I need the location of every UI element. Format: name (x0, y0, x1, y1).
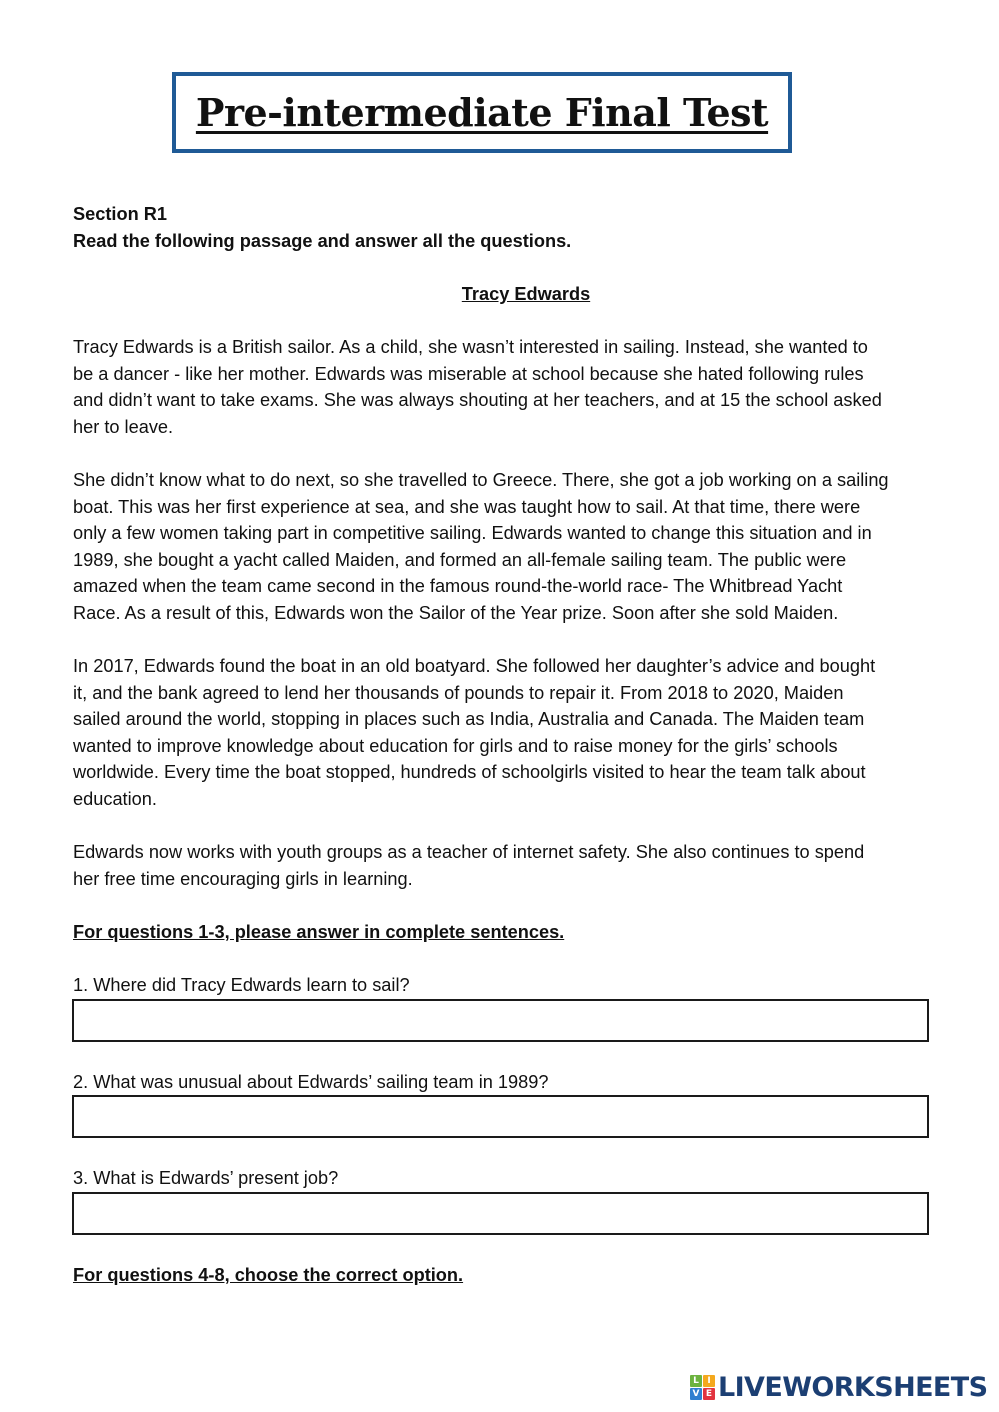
paragraph-line: boat. This was her first experience at sea, and she was taught how to sail. At that time, there were (73, 496, 861, 517)
liveworksheets-logo (690, 1372, 987, 1402)
paragraph-line: be a dancer - like her mother. Edwards was miserable at school because she hated following rules (73, 363, 864, 384)
logo-block-e: E (703, 1388, 715, 1400)
questions-1-3-heading: For questions 1-3, please answer in complete sentences. (73, 922, 565, 942)
question-3-label: 3. What is Edwards’ present job? (73, 1168, 339, 1188)
question-1-label: 1. Where did Tracy Edwards learn to sail? (73, 975, 410, 995)
section-instructions: Read the following passage and answer all the questions. (73, 231, 572, 251)
paragraph-line: She didn’t know what to do next, so she travelled to Greece. There, she got a job working on a sailing (73, 470, 889, 490)
passage-paragraph-2 (73, 467, 983, 626)
paragraph-line: education. (73, 788, 157, 809)
question-3-answer-input[interactable] (72, 1192, 929, 1235)
logo-wordmark: LIVEWORKSHEETS (718, 1371, 988, 1403)
paragraph-line: and didn’t want to take exams. She was always shouting at her teachers, and at 15 the school asked (73, 390, 882, 410)
passage-paragraph-3 (73, 653, 983, 812)
paragraph-line: her to leave. (73, 416, 174, 437)
paragraph-line: Edwards now works with youth groups as a teacher of internet safety. She also continues to spend (73, 842, 865, 862)
questions-4-8-heading: For questions 4-8, choose the correct option. (73, 1265, 464, 1285)
page-title: Pre-intermediate Final Test (195, 90, 769, 135)
live-blocks-icon (690, 1375, 715, 1400)
title-box (172, 72, 792, 153)
passage-paragraph-1 (73, 334, 983, 440)
logo-block-i: I (703, 1375, 715, 1387)
paragraph-line: it, and the bank agreed to lend her thousands of pounds to repair it. From 2018 to 2020, Maiden (73, 682, 844, 703)
passage-title: Tracy Edwards (461, 284, 591, 304)
paragraph-line: Tracy Edwards is a British sailor. As a child, she wasn’t interested in sailing. Instead, she wanted to (73, 337, 868, 357)
paragraph-line: sailed around the world, stopping in places such as India, Australia and Canada. The Maiden team (73, 709, 865, 729)
paragraph-line: wanted to improve knowledge about education for girls and to raise money for the girls’ schools (73, 735, 838, 756)
section-label: Section R1 (73, 204, 167, 224)
logo-block-v: V (690, 1388, 702, 1400)
paragraph-line: amazed when the team came second in the famous round-the-world race- The Whitbread Yacht (73, 576, 843, 596)
paragraph-line: In 2017, Edwards found the boat in an old boatyard. She followed her daughter’s advice and bought (73, 656, 876, 676)
question-2-answer-input[interactable] (72, 1095, 929, 1138)
paragraph-line: 1989, she bought a yacht called Maiden, and formed an all-female sailing team. The public were (73, 549, 847, 570)
paragraph-line: her free time encouraging girls in learning. (73, 868, 413, 889)
passage-paragraph-4 (73, 839, 983, 892)
question-2-label: 2. What was unusual about Edwards’ sailing team in 1989? (73, 1072, 549, 1092)
logo-block-l: L (690, 1375, 702, 1387)
paragraph-line: worldwide. Every time the boat stopped, hundreds of schoolgirls visited to hear the team talk about (73, 762, 866, 782)
question-1-answer-input[interactable] (72, 999, 929, 1042)
paragraph-line: Race. As a result of this, Edwards won the Sailor of the Year prize. Soon after she sold Maiden. (73, 602, 839, 623)
paragraph-line: only a few women taking part in competitive sailing. Edwards wanted to change this situation and in (73, 523, 872, 543)
